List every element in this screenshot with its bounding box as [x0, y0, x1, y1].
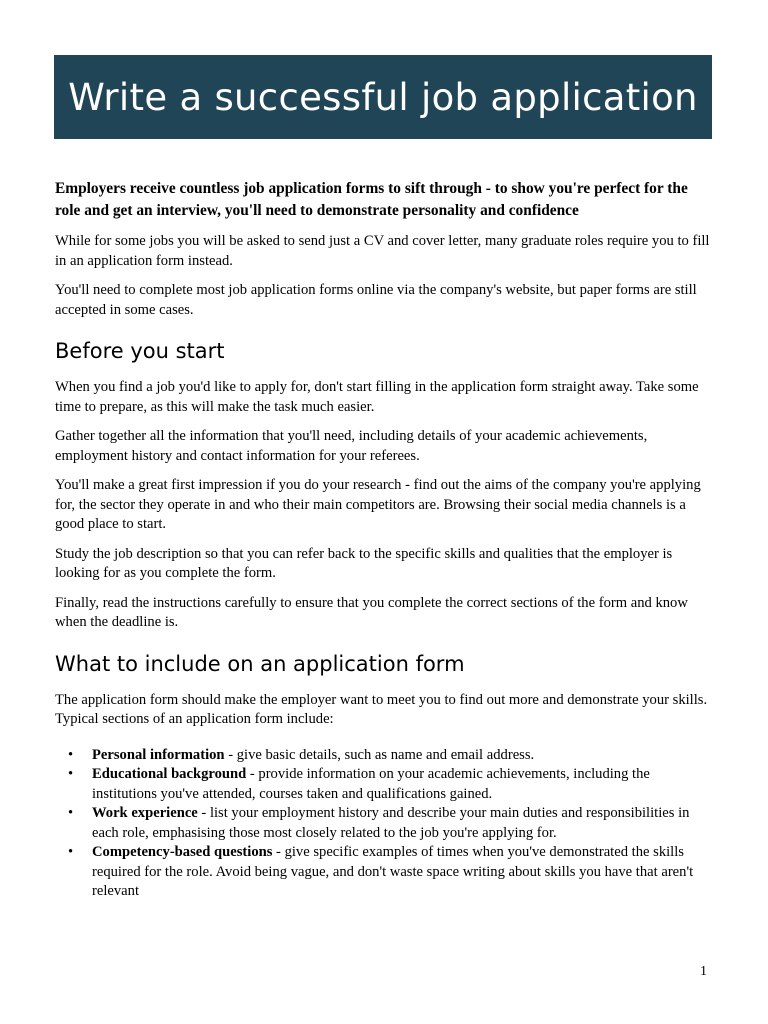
intro-paragraph: While for some jobs you will be asked to send just a CV and cover letter, many graduate roles require you to fill in an application form instead. [55, 233, 710, 269]
lead-paragraph: Employers receive countless job application forms to sift through - to show you're perfect for the role and get an interview, you'll need to demonstrate personality and confidence [55, 180, 688, 219]
list-item-term: Work experience [92, 805, 198, 821]
bullet-icon: • [68, 766, 74, 782]
list-item-term: Educational background [92, 766, 247, 782]
list-item-text: - give specific examples of times when you've demonstrated the skills required for the role. Avoid being vague, and don't waste space writing about skills you have that aren't relevant [92, 844, 694, 899]
bullet-icon: • [68, 805, 74, 821]
list-item-text: - list your employment history and describe your main duties and responsibilities in each role, emphasising those most closely related to the job you're applying for. [92, 805, 690, 841]
page-title: Write a successful job application [68, 75, 698, 119]
list-item [68, 765, 711, 804]
list-item [68, 804, 711, 843]
list-item-text: - provide information on your academic achievements, including the institutions you've attended, courses taken and qualifications gained. [92, 766, 650, 802]
body-paragraph: Gather together all the information that you'll need, including details of your academic achievements, employment history and contact information for your referees. [55, 428, 648, 464]
bullet-icon: • [68, 746, 74, 763]
document-body [55, 178, 711, 902]
body-paragraph: You'll make a great first impression if you do your research - find out the aims of the company you're applying for, the sector they operate in and who their main competitors are. Browsing their social media channels is a good place to start. [55, 477, 701, 532]
application-sections-list [55, 746, 711, 902]
body-paragraph: Study the job description so that you can refer back to the specific skills and qualities that the employer is looking for as you complete the form. [55, 545, 673, 581]
bullet-icon: • [68, 844, 74, 860]
page-number: 1 [700, 964, 707, 979]
list-item [68, 746, 711, 766]
title-banner [54, 55, 712, 139]
list-item [68, 843, 711, 902]
section-heading-what-to-include: What to include on an application form [55, 651, 465, 676]
list-item-text: - give basic details, such as name and email address. [224, 746, 535, 763]
body-paragraph: Finally, read the instructions carefully to ensure that you complete the correct sections of the form and know when the deadline is. [55, 594, 688, 630]
list-item-term: Competency-based questions [92, 844, 273, 860]
body-paragraph: When you find a job you'd like to apply for, don't start filling in the application form straight away. Take some time to prepare, as this will make the task much easier. [55, 379, 699, 415]
list-item-term: Personal information [92, 746, 225, 763]
section-heading-before-you-start: Before you start [55, 339, 225, 363]
body-paragraph: The application form should make the employer want to meet you to find out more and demonstrate your skills. Typical sections of an application form include: [55, 691, 708, 727]
intro-paragraph: You'll need to complete most job application forms online via the company's website, but paper forms are still accepted in some cases. [55, 282, 697, 318]
